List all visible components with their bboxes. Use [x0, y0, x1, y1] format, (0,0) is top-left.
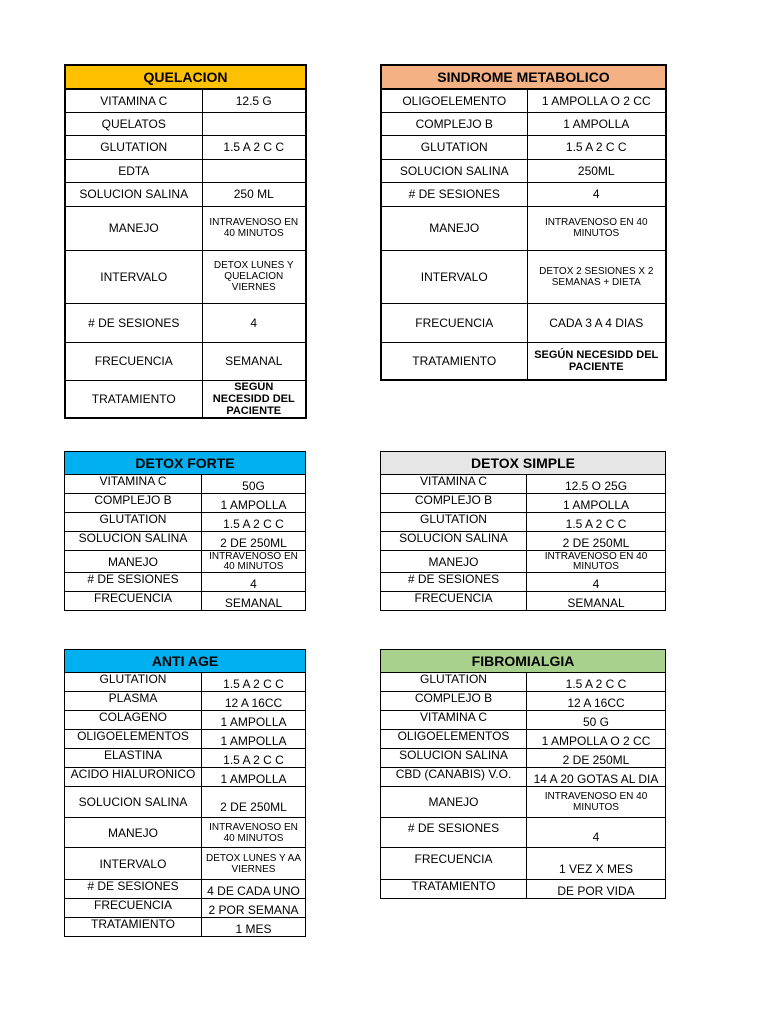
row-label: FRECUENCIA: [381, 848, 527, 880]
row-value: SEGÚN NECESIDD DEL PACIENTE: [527, 342, 666, 380]
row-label: TRATAMIENTO: [381, 342, 527, 380]
row-label: PLASMA: [65, 692, 202, 711]
row-value: DETOX LUNES Y QUELACION VIERNES: [202, 250, 306, 303]
row-label: GLUTATION: [65, 135, 202, 159]
row-label: MANEJO: [65, 206, 202, 250]
row-label: QUELATOS: [65, 112, 202, 135]
row-label: MANEJO: [381, 787, 527, 818]
row-value: 4: [202, 303, 306, 342]
row-value: 1 VEZ X MES: [527, 848, 666, 880]
detox-forte-table: [64, 451, 306, 611]
row-value: 1.5 A 2 C C: [202, 673, 306, 692]
row-label: OLIGOELEMENTO: [381, 89, 527, 112]
row-value: 4: [202, 573, 306, 592]
row-value: 1.5 A 2 C C: [527, 673, 666, 692]
row-value: 4: [527, 573, 666, 592]
row-label: VITAMINA C: [65, 89, 202, 112]
row-value: 1.5 A 2 C C: [202, 749, 306, 768]
row-value: [202, 159, 306, 182]
detox-simple-title: DETOX SIMPLE: [381, 452, 666, 475]
row-value: 1 AMPOLLA: [527, 112, 666, 135]
row-value: 1 AMPOLLA: [202, 711, 306, 730]
row-label: MANEJO: [65, 551, 202, 573]
row-label: FRECUENCIA: [381, 592, 527, 611]
quelacion-table: [64, 64, 307, 419]
row-label: GLUTATION: [65, 513, 202, 532]
row-label: GLUTATION: [381, 135, 527, 159]
row-label: COMPLEJO B: [65, 494, 202, 513]
row-label: VITAMINA C: [381, 711, 527, 730]
row-value: 1.5 A 2 C C: [527, 513, 666, 532]
row-label: SOLUCION SALINA: [381, 749, 527, 768]
row-value: DETOX LUNES Y AA VIERNES: [202, 848, 306, 880]
row-value: 1 AMPOLLA: [202, 768, 306, 787]
row-value: 2 DE 250ML: [527, 532, 666, 551]
row-value: 2 DE 250ML: [202, 787, 306, 818]
row-value: SEMANAL: [202, 592, 306, 611]
row-value: 1 MES: [202, 918, 306, 937]
row-value: 1 AMPOLLA O 2 CC: [527, 730, 666, 749]
detox-forte-title: DETOX FORTE: [65, 452, 306, 475]
row-value: 1 AMPOLLA O 2 CC: [527, 89, 666, 112]
row-value: 50 G: [527, 711, 666, 730]
row-value: SEMANAL: [202, 342, 306, 380]
row-label: SOLUCION SALINA: [381, 532, 527, 551]
row-label: # DE SESIONES: [65, 573, 202, 592]
row-value: 1 AMPOLLA: [202, 730, 306, 749]
row-value: 1.5 A 2 C C: [527, 135, 666, 159]
row-label: ACIDO HIALURONICO: [65, 768, 202, 787]
row-label: SOLUCION SALINA: [65, 532, 202, 551]
row-label: COMPLEJO B: [381, 112, 527, 135]
row-label: GLUTATION: [65, 673, 202, 692]
row-label: # DE SESIONES: [381, 818, 527, 848]
row-value: 12 A 16CC: [527, 692, 666, 711]
row-label: # DE SESIONES: [65, 303, 202, 342]
row-value: SEMANAL: [527, 592, 666, 611]
row-label: GLUTATION: [381, 673, 527, 692]
fibromialgia-table: [380, 649, 666, 899]
row-value: [202, 112, 306, 135]
row-label: VITAMINA C: [65, 475, 202, 494]
row-label: MANEJO: [65, 818, 202, 848]
row-value: 2 DE 250ML: [527, 749, 666, 768]
row-label: TRATAMIENTO: [381, 880, 527, 899]
row-label: # DE SESIONES: [381, 182, 527, 206]
row-label: TRATAMIENTO: [65, 380, 202, 418]
row-label: ELASTINA: [65, 749, 202, 768]
row-value: INTRAVENOSO EN 40 MINUTOS: [527, 551, 666, 573]
row-label: COMPLEJO B: [381, 494, 527, 513]
row-value: 4 DE CADA UNO: [202, 880, 306, 899]
row-label: # DE SESIONES: [65, 880, 202, 899]
row-value: INTRAVENOSO EN 40 MINUTOS: [202, 206, 306, 250]
row-value: SEGÚN NECESIDD DEL PACIENTE: [202, 380, 306, 418]
row-value: 1 AMPOLLA: [527, 494, 666, 513]
row-label: INTERVALO: [65, 250, 202, 303]
row-label: INTERVALO: [65, 848, 202, 880]
row-value: 50G: [202, 475, 306, 494]
row-label: VITAMINA C: [381, 475, 527, 494]
row-value: 1.5 A 2 C C: [202, 135, 306, 159]
row-value: 4: [527, 182, 666, 206]
sindrome-title: SINDROME METABOLICO: [381, 65, 666, 89]
row-value: DE POR VIDA: [527, 880, 666, 899]
row-value: 1.5 A 2 C C: [202, 513, 306, 532]
row-label: EDTA: [65, 159, 202, 182]
row-label: TRATAMIENTO: [65, 918, 202, 937]
row-value: DETOX 2 SESIONES X 2 SEMANAS + DIETA: [527, 250, 666, 303]
row-label: FRECUENCIA: [381, 303, 527, 342]
anti-age-title: ANTI AGE: [65, 650, 306, 673]
row-value: INTRAVENOSO EN 40 MINUTOS: [527, 787, 666, 818]
fibromialgia-title: FIBROMIALGIA: [381, 650, 666, 673]
row-value: 2 DE 250ML: [202, 532, 306, 551]
row-label: FRECUENCIA: [65, 592, 202, 611]
row-label: CBD (CANABIS) V.O.: [381, 768, 527, 787]
sindrome-metabolico-table: [380, 64, 667, 381]
row-value: 12 A 16CC: [202, 692, 306, 711]
row-value: INTRAVENOSO EN 40 MINUTOS: [527, 206, 666, 250]
row-value: 2 POR SEMANA: [202, 899, 306, 918]
row-label: INTERVALO: [381, 250, 527, 303]
row-label: SOLUCION SALINA: [381, 159, 527, 182]
row-value: 12.5 O 25G: [527, 475, 666, 494]
row-label: # DE SESIONES: [381, 573, 527, 592]
row-label: OLIGOELEMENTOS: [381, 730, 527, 749]
anti-age-table: [64, 649, 306, 937]
row-value: INTRAVENOSO EN 40 MINUTOS: [202, 818, 306, 848]
row-value: INTRAVENOSO EN 40 MINUTOS: [202, 551, 306, 573]
row-label: COMPLEJO B: [381, 692, 527, 711]
row-label: COLAGENO: [65, 711, 202, 730]
row-label: MANEJO: [381, 551, 527, 573]
row-value: 4: [527, 818, 666, 848]
row-label: FRECUENCIA: [65, 342, 202, 380]
row-value: 1 AMPOLLA: [202, 494, 306, 513]
row-label: MANEJO: [381, 206, 527, 250]
row-label: FRECUENCIA: [65, 899, 202, 918]
row-value: 12.5 G: [202, 89, 306, 112]
row-label: GLUTATION: [381, 513, 527, 532]
detox-simple-table: [380, 451, 666, 611]
row-value: CADA 3 A 4 DIAS: [527, 303, 666, 342]
row-label: SOLUCION SALINA: [65, 182, 202, 206]
row-label: SOLUCION SALINA: [65, 787, 202, 818]
row-value: 14 A 20 GOTAS AL DIA: [527, 768, 666, 787]
row-value: 250 ML: [202, 182, 306, 206]
row-value: 250ML: [527, 159, 666, 182]
quelacion-title: QUELACION: [65, 65, 306, 89]
row-label: OLIGOELEMENTOS: [65, 730, 202, 749]
